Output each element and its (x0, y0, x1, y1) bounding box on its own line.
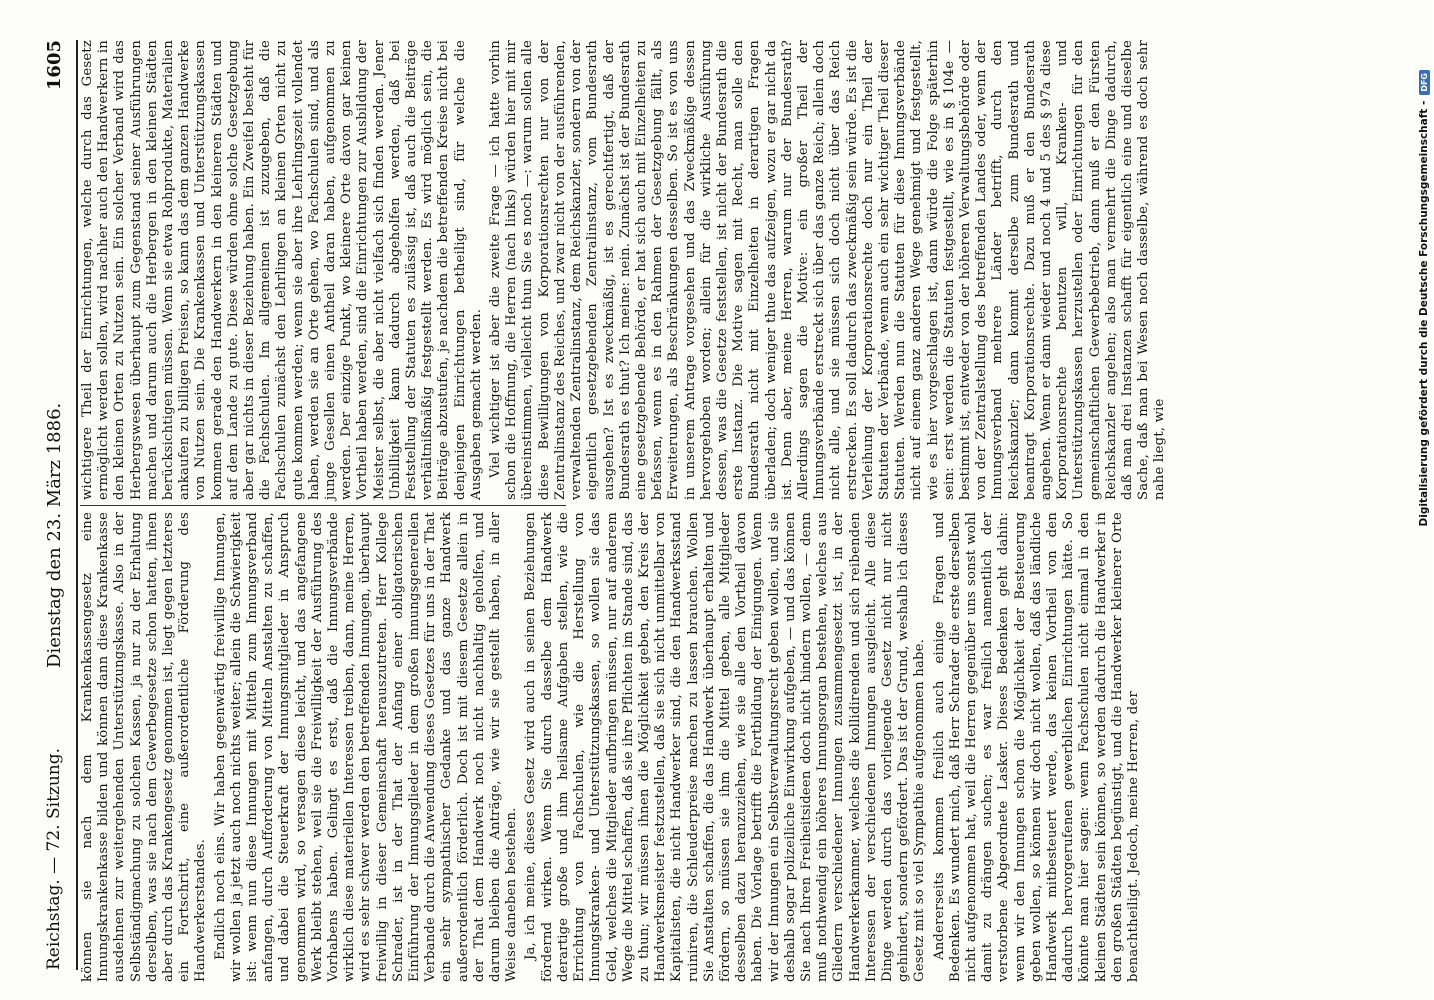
header-chamber: Reichstag. — 72. Sitzung. (43, 747, 64, 970)
digitization-text: Digitalisierung gefördert durch die Deutsche Forschungsgemeinschaft - (1418, 100, 1430, 527)
header-rule (76, 40, 78, 970)
text-column-left (80, 512, 1141, 982)
column-divider (80, 505, 566, 506)
paragraph: Ja, ich meine, dieses Gesetz wird auch in seinen Beziehungen fördernd wirken. Wenn Sie durch dasselbe dem Handwerk derartige große und ihm heilsame Aufgaben stellen, wie die Errichtung von Fachschulen, wie die Herstellung von Innungskranken- und Unterstützungskassen, so wollen sie das Geld, welches die Mitglieder aufbringen müssen, nur auf anderem Wege die Mittel schaffen, daß sie ihre Pflichten im Stande sind, das zu thun; wir müssen ihnen die Möglichkeit geben, den Kreis der Handwerksmeister festzustellen, daß sie sich nicht unmittelbar von Kapitalisten, die nicht Handwerker sind, die den Handwerksstand ruiniren, die Schleuderpreise machen zu lassen brauchen. Wollen Sie Anstalten schaffen, die das Handwerk überhaupt erhalten und fördern, so müssen sie ihm die Mittel geben, alle Mitglieder desselben dazu heranzuziehen, wie sie alle den Vortheil davon haben. Die Vorlage betrifft die Fortbildung der Einigungen. Wenn wir der Innungen ein Selbstverwaltungsrecht geben wollen, und sie deshalb sogar polizeiliche Einwirkung aufgeben, — und das können Sie nach Ihren Freiheitsideen doch nicht hindern wollen, — denn muß nothwendig ein höheres Innungsorgan bestehen, welches aus Gliedern verschiedener Innungen zusammengesetzt ist, in der Handwerkerkammer, welches die kollidirenden und sich reibenden Interessen der verschiedenen Innungen ausgleicht. Alle diese Dinge werden durch das vorliegende Gesetz nicht nur nicht gehindert, sondern gefördert. Das ist der Grund, weshalb ich dieses Gesetz mit so viel Sympathie aufgenommen habe. (523, 512, 928, 982)
paragraph: Endlich noch eins. Wir haben gegenwärtig freiwillige Innungen, wir wollen ja jetzt auch noch nichts weiter; allein die Schwierigkeit ist: wenn nun diese Innungen mit Mitteln zum Innungsverband anfangen, durch Aufforderung von Mitteln Anstalten zu schaffen, und dabei die Steuerkraft der Innungsmitglieder in Anspruch genommen wird, so versagen diese leicht, und das angefangene Werk bleibt stehen, weil sie die Freiwilligkeit der Ausführung des Vorhabens haben. Gelingt es erst, daß die Innungsverbände wirklich diese materiellen Interessen treiben, dann, meine Herren, wird es sehr schwer werden den betreffenden Innungen, überhaupt freiwillig in dieser Gemeinschaft herauszutreten. Herr Kollege Schrader, ist in der That der Anfang einer obligatorischen Einführung der Innungsglieder in dem großen innungsgenerellen Verbande durch die Anwendung dieses Gesetzes für uns in der That ein sehr sympathischer Gedanke und das ganze Handwerk außerordentlich förderlich. Doch ist mit diesem Gesetze allein in der That dem Handwerk noch nicht nachhaltig geholfen, und darum bleiben die Anträge, wie wir sie gestellt haben, in aller Weise daneben bestehen. (212, 512, 520, 982)
paragraph: Viel wichtiger ist aber die zweite Frage — ich hatte vorhin schon die Hoffnung, die Herren (nach links) würden hier mit mir übereinstimmen, vielleicht thun Sie es noch —: warum sollen alle diese Bewilligungen von Korporationsrechten nur von der Zentralinstanz des Reiches, und zwar nicht von der ausführenden, verwaltenden Zentralinstanz, dem Reichskanzler, sondern von der eigentlich gesetzgebenden Zentralinstanz, vom Bundesrath ausgehen? Ist es zweckmäßig, ist es gerechtfertigt, daß der Bundesrath es thut? Ich meine: nein. Zunächst ist der Bundesrath eine gesetzgebende Behörde, er hat sich auch mit Einzelheiten zu befassen, wenn es in den Rahmen der Gesetzgebung fällt, als Erweiterungen, als Beschränkungen desselben. So ist es von uns in unserem Antrage vorgesehen und das Zweckmäßige dessen hervorgehoben worden; allein für die wirkliche Ausführung dessen, was die Gesetze feststellen, ist nicht der Bundesrath die erste Instanz. Die Motive sagen mit Recht, man solle den Bundesrath nicht mit Einzelheiten in derartigen Fragen überladen; doch weniger thue das aufzeigen, wozu er gar nicht da ist. Denn aber, meine Herren, warum nur der Bundesrath? Allerdings sagen die Motive: ein großer Theil der Innungsverbände erstreckt sich über das ganze Reich; allein doch nicht alle, und sie müssen sich doch nicht über das Reich erstrecken. Es soll dadurch das zweckmäßig sein würde. Es ist die Verleihung der Korporationsrechte doch nur ein Theil der Statuten der Verbände, wenn auch ein sehr wichtiger Theil dieser Statuten. Werden nun die Statuten für diese Innungsverbände nicht auf einem ganz anderen Wege genehmigt und festgestellt, wie es hier vorgeschlagen ist, dann würde die Folge späterhin sein: erst werden die Statuten festgestellt, wie es in § 104e — bestimmt ist, entweder von der höheren Verwaltungsbehörde oder von der Zentralstellung des betreffenden Landes oder, wenn der Innungsverband mehrere Länder betrifft, durch den Reichskanzler; dann kommt derselbe zum Bundesrath und beantragt Korporationsrechte. Dazu muß er den Bundesrath angehen. Wenn er dann wieder und noch 4 und 5 des § 97a diese Korporationsrechte benutzen will, Kranken- und Unterstützungskassen herzustellen oder Einrichtungen für den gemeinschaftlichen Gewerbebetrieb, dann muß er den Fürsten Reichskanzler angehen; also man vermehrt die Dinge dadurch, daß man drei Instanzen schafft für eigentlich eine und dieselbe Sache, daß man bei Wesen noch dasselbe, während es doch sehr nahe liegt, wie (488, 40, 1168, 500)
dfg-logo: DFG (1419, 70, 1430, 95)
digitization-note (1414, 70, 1434, 590)
running-header (34, 40, 74, 970)
header-date: Dienstag den 23. März 1886. (43, 402, 65, 668)
paragraph: können sie nach dem Krankenkassengesetz eine Innungskrankenkasse bilden und können dann diese Krankenkasse ausdehnen zur weitergehenden Unterstützungskasse. Also in der Selbständigmachung zu solchen Kassen, ja nur zu der Erhaltung derselben, was sie nach dem Gewerbegesetze schon hatten, ihnen aber durch das Krankengesetz genommen ist, liegt gegen letzteres ein Fortschritt, eine außerordentliche Förderung des Handwerkerstandes. (80, 512, 209, 982)
page-number: 1605 (43, 40, 65, 91)
paragraph: wichtigere Theil der Einrichtungen, welche durch das Gesetz ermöglicht werden sollen, wird nachher auch den Handwerkern in den kleinen Orten zu Nutzen sein. Ein solcher Verband wird das Herbergswesen überhaupt zum Gegenstand seiner Ausführungen machen und darum auch die Herbergen in den kleinen Städten berücksichtigen müssen. Wenn sie etwa Rohprodukte, Materialien ankaufen zu billigen Preisen, so kann das dem ganzen Handwerke von Nutzen sein. Die Krankenkassen und Unterstützungskassen kommen gerade den Handwerkern in den kleineren Städten und auf dem Lande zu gute. Diese würden ohne solche Gesetzgebung aber gar nichts in dieser Beziehung haben. Ein Zweifel besteht für die Fachschulen. Im allgemeinen ist zuzugeben, daß die Fachschulen zunächst den Lehrlingen an kleinen Orten nicht zu gute kommen werden; wenn sie aber ihre Lehrlingszeit vollendet haben, werden sie an Orte gehen, wo Fachschulen sind, und als junge Gesellen einen Antheil daran haben, aufgenommen zu werden. Der einzige Punkt, wo kleinere Orte davon gar keinen Vortheil haben werden, sind die Einrichtungen zur Ausbildung der Meister selbst, die aber nicht vielfach sich finden werden. Jener Unbilligkeit kann dadurch abgeholfen werden, daß bei Feststellung der Statuten es zulässig ist, daß auch die Beiträge verhältnißmäßig festgestellt werden. Es wird möglich sein, die Beiträge abzustufen, je nachdem die betreffenden Kreise nicht bei denjenigen Einrichtungen betheiligt sind, für welche die Ausgaben gemacht werden. (80, 40, 484, 500)
paragraph: Andererseits kommen freilich auch einige Fragen und Bedenken. Es wundert mich, daß Herr Schrader die erste derselben nicht aufgenommen hat, weil die Herren gegenüber uns sonst wohl damit zu drängen suchen; es war freilich namentlich der verstorbene Abgeordnete Lasker. Dieses Bedenken geht dahin: wenn wir den Innungen schon die Möglichkeit der Besteuerung geben wollen, so können wir doch nicht wollen, daß das ländliche Handwerk mitbesteuert werde, das keinen Vortheil von den dadurch hervorgerufenen gewerblichen Einrichtungen hätte. So könnte man hier sagen: wenn Fachschulen nicht einmal in den kleinen Städten sein können, so werden dadurch die Handwerker in den großen Städten begünstigt, und die Handwerker kleinerer Orte benachtheiligt. Jedoch, meine Herren, der (931, 512, 1141, 982)
text-column-right (80, 40, 1168, 500)
